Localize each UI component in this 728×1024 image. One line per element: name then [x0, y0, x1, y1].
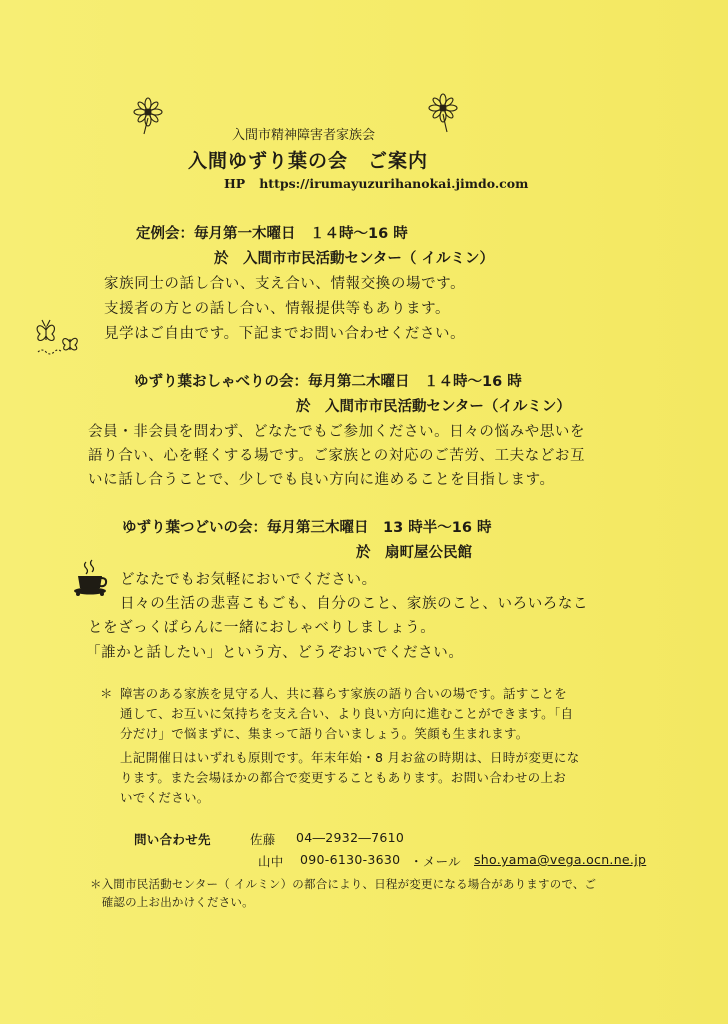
flower-icon: [425, 92, 461, 134]
tsudoi-line: どなたでもお気軽においでください。: [120, 572, 377, 588]
teireikai-line: 支援者の方との話し合い、情報提供等もあります。: [104, 301, 451, 317]
butterfly-icon: [34, 316, 86, 358]
note-line: ります。また会場ほかの都合で変更することもあります。お問い合わせの上お: [120, 770, 567, 785]
contact-phone-2: 090-6130-3630: [300, 852, 401, 867]
oshaberi-venue: 於 入間市市民活動センター（イルミン）: [296, 399, 571, 415]
contact-mail-label: ・メール: [410, 854, 461, 869]
note-line: 通して、お互いに気持ちを支え合い、より良い方向に進むことができます。「自: [120, 706, 574, 721]
homepage-line: [224, 176, 528, 191]
oshaberi-line: 会員・非会員を問わず、どなたでもご参加ください。日々の悩みや思いを: [88, 424, 586, 440]
tsudoi-line: とをざっくばらんに一緒におしゃべりしましょう。: [88, 620, 436, 636]
organization-name: 入間市精神障害者家族会: [232, 128, 376, 143]
teireikai-venue: 於 入間市市民活動センター（ イルミン）: [214, 251, 494, 267]
contact-email-link[interactable]: sho.yama@vega.ocn.ne.jp: [474, 852, 647, 867]
note-line: いでください。: [120, 790, 210, 805]
tsudoi-line: 「誰かと話したい」という方、どうぞおいでください。: [86, 645, 464, 661]
homepage-label: HP: [224, 176, 246, 191]
oshaberi-heading: ゆずり葉おしゃべりの会：毎月第二木曜日 １４時〜16 時: [134, 374, 522, 390]
contact-label: 問い合わせ先: [134, 832, 211, 847]
contact-phone-1: 04―2932―7610: [296, 830, 405, 845]
contact-name-2: 山中: [258, 854, 284, 869]
oshaberi-line: 語り合い、心を軽くする場です。ご家族との対応のご苦労、工夫などお互: [88, 448, 586, 464]
footer-note-line: ＊入間市民活動センター（ イルミン）の都合により、日程が変更になる場合がありますので、ご: [90, 877, 597, 891]
flower-icon: [130, 96, 166, 136]
contact-name-1: 佐藤: [250, 832, 276, 847]
oshaberi-line: いに話し合うことで、少しでも良い方向に進めることを目指します。: [88, 472, 555, 488]
tsudoi-heading: ゆずり葉つどいの会：毎月第三木曜日 13 時半〜16 時: [122, 520, 492, 536]
note-line: 障害のある家族を見守る人、共に暮らす家族の語り合いの場です。話すことを: [120, 686, 568, 701]
footer-note-line: 確認の上お出かけください。: [90, 895, 254, 909]
tsudoi-venue: 於 扇町屋公民館: [356, 545, 472, 561]
note-line: 分だけ」で悩まずに、集まって語り合いましょう。笑顔も生まれます。: [120, 726, 529, 741]
note-mark: ＊: [100, 686, 113, 701]
teireikai-line: 家族同士の話し合い、支え合い、情報交換の場です。: [104, 276, 466, 292]
teireikai-heading: 定例会：毎月第一木曜日 １４時〜16 時: [136, 226, 408, 242]
tsudoi-line: 日々の生活の悲喜こもごも、自分のこと、家族のこと、いろいろなこ: [120, 596, 589, 612]
note-line: 上記開催日はいずれも原則です。年末年始・8 月お盆の時期は、日時が変更にな: [120, 750, 580, 765]
page-title: 入間ゆずり葉の会 ご案内: [188, 150, 429, 172]
coffee-cup-icon: [72, 558, 110, 598]
teireikai-line: 見学はご自由です。下記までお問い合わせください。: [104, 326, 466, 342]
homepage-url[interactable]: https://irumayuzurihanokai.jimdo.com: [259, 176, 529, 191]
